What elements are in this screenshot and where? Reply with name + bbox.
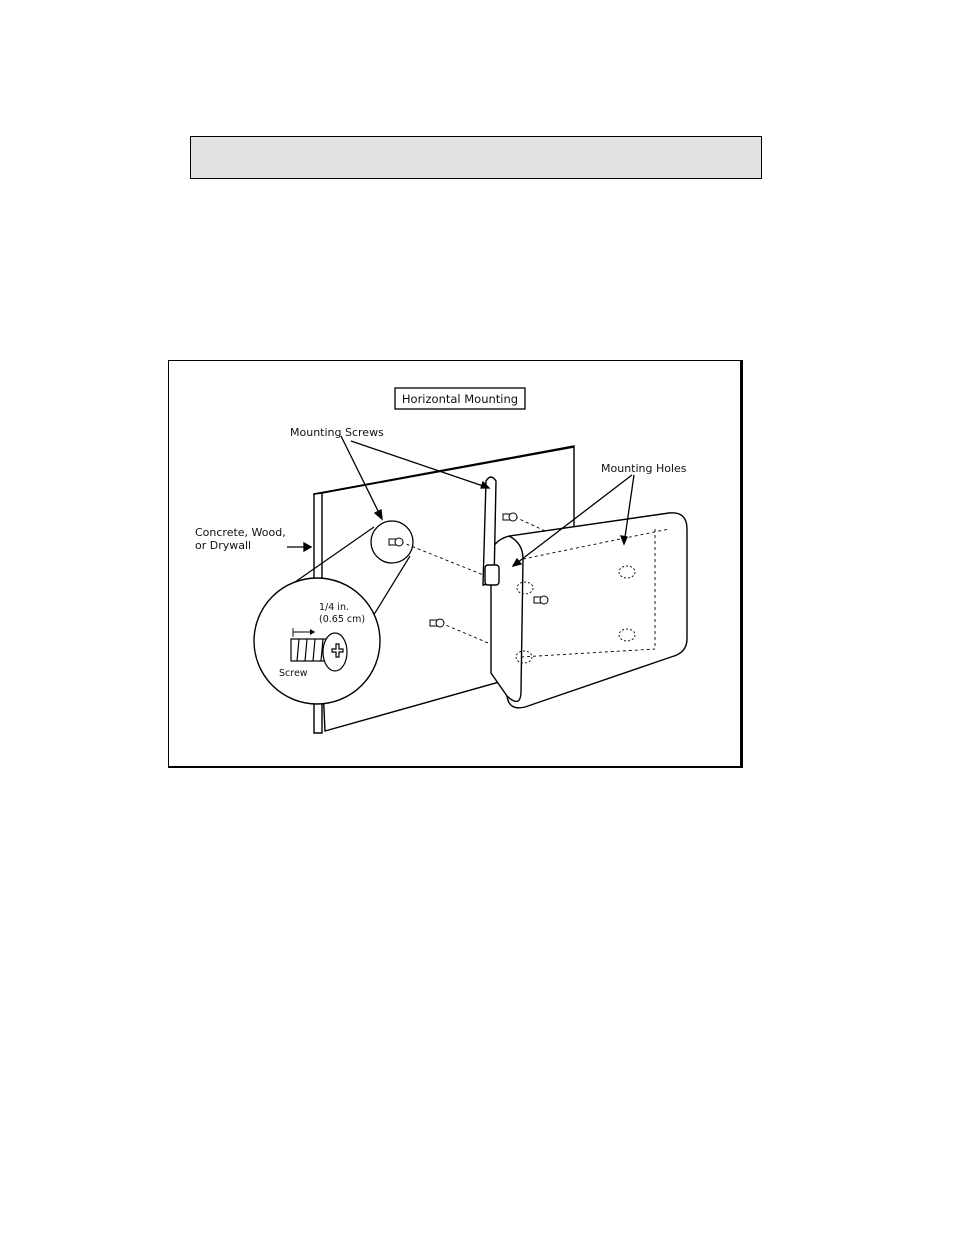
screw-detail bbox=[254, 578, 380, 704]
mounting-figure bbox=[168, 360, 743, 768]
section-header-bar bbox=[190, 136, 762, 179]
screw-size-label-line2: (0.65 cm) bbox=[319, 614, 366, 625]
surface-label-line1: Concrete, Wood, bbox=[195, 526, 286, 539]
screw-label: Screw bbox=[279, 668, 308, 679]
mounting-diagram bbox=[169, 361, 741, 766]
mounting-screws-label: Mounting Screws bbox=[290, 426, 384, 439]
figure-title: Horizontal Mounting bbox=[401, 392, 519, 406]
surface-label-line2: or Drywall bbox=[195, 539, 252, 552]
screw-size-label-line1: 1/4 in. bbox=[319, 602, 349, 613]
mounting-holes-label: Mounting Holes bbox=[601, 462, 687, 475]
router-device bbox=[491, 513, 687, 708]
